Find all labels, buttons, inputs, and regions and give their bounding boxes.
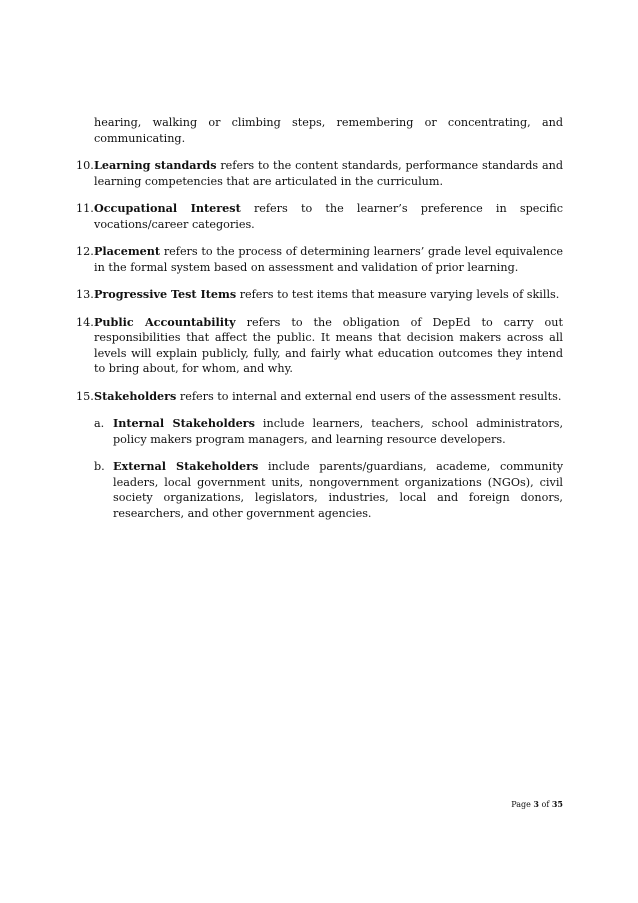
item-body	[94, 315, 563, 377]
item-term: Placement	[94, 244, 161, 258]
sub-item-text: include parents/guardians, academe, community leaders, local government units, nongovernment organizations (NGOs), civil society organizations, legislators, industries, local and foreign donors, researchers, and other government agencies.	[113, 460, 564, 520]
item-text: refers to test items that measure varying levels of skills.	[236, 288, 560, 301]
sub-item-external	[94, 459, 563, 521]
sub-item-letter: b.	[94, 460, 105, 473]
item-number: 15.	[76, 389, 94, 403]
sub-item-letter: a.	[94, 417, 105, 430]
stakeholder-sublist	[94, 416, 563, 521]
item-number: 13.	[76, 288, 94, 301]
item-number: 11.	[76, 202, 94, 215]
item-body	[94, 201, 563, 232]
item-text: refers to the content standards, performance standards and learning competencies that are articulated in the curriculum.	[94, 159, 563, 188]
item-term: Public Accountability	[94, 314, 236, 329]
item-number: 10.	[76, 159, 94, 172]
item-term: Progressive Test Items	[94, 287, 237, 301]
item-body	[94, 389, 563, 405]
sub-item-body	[113, 459, 563, 521]
item-number: 14.	[76, 315, 94, 329]
item-term: Occupational Interest	[94, 201, 241, 215]
sub-item-term: External Stakeholders	[113, 459, 259, 473]
definitions-body	[76, 115, 563, 533]
definition-item-11	[76, 201, 563, 232]
page-number-footer	[511, 799, 563, 809]
item-number: 12.	[76, 245, 94, 258]
total-page-count: 35	[551, 799, 563, 809]
definition-item-13	[76, 287, 563, 303]
sub-item-text: include learners, teachers, school administrators, policy makers program managers, and learning resource developers.	[113, 417, 563, 446]
continued-paragraph: hearing, walking or climbing steps, remembering or concentrating, and communicating.	[94, 116, 563, 145]
item-body	[94, 287, 563, 303]
definition-item-12	[76, 244, 563, 275]
item-text: refers to the process of determining learners’ grade level equivalence in the formal system based on assessment and validation of prior learning.	[94, 245, 563, 274]
sub-item-internal	[94, 416, 563, 447]
item-term: Stakeholders	[94, 388, 177, 403]
sub-item-body	[113, 416, 563, 447]
item-body	[94, 244, 563, 275]
definition-item-10	[76, 158, 563, 189]
definition-item-14	[76, 315, 563, 377]
item-text: refers to the learner’s preference in specific vocations/career categories.	[94, 202, 563, 231]
page-word: Page	[511, 800, 531, 809]
item-body	[94, 158, 563, 189]
definition-item-15	[76, 389, 563, 405]
item-text: refers to the obligation of DepEd to carry out responsibilities that affect the public. It means that decision makers across all levels will explain publicly, fully, and fairly what education outcomes they intend to bring about, for whom, and why.	[94, 315, 563, 375]
of-word: of	[541, 800, 550, 809]
item-term: Learning standards	[94, 158, 217, 172]
sub-item-term: Internal Stakeholders	[113, 416, 255, 430]
item-text: refers to internal and external end users of the assessment results.	[176, 389, 562, 403]
current-page-number: 3	[533, 799, 539, 809]
